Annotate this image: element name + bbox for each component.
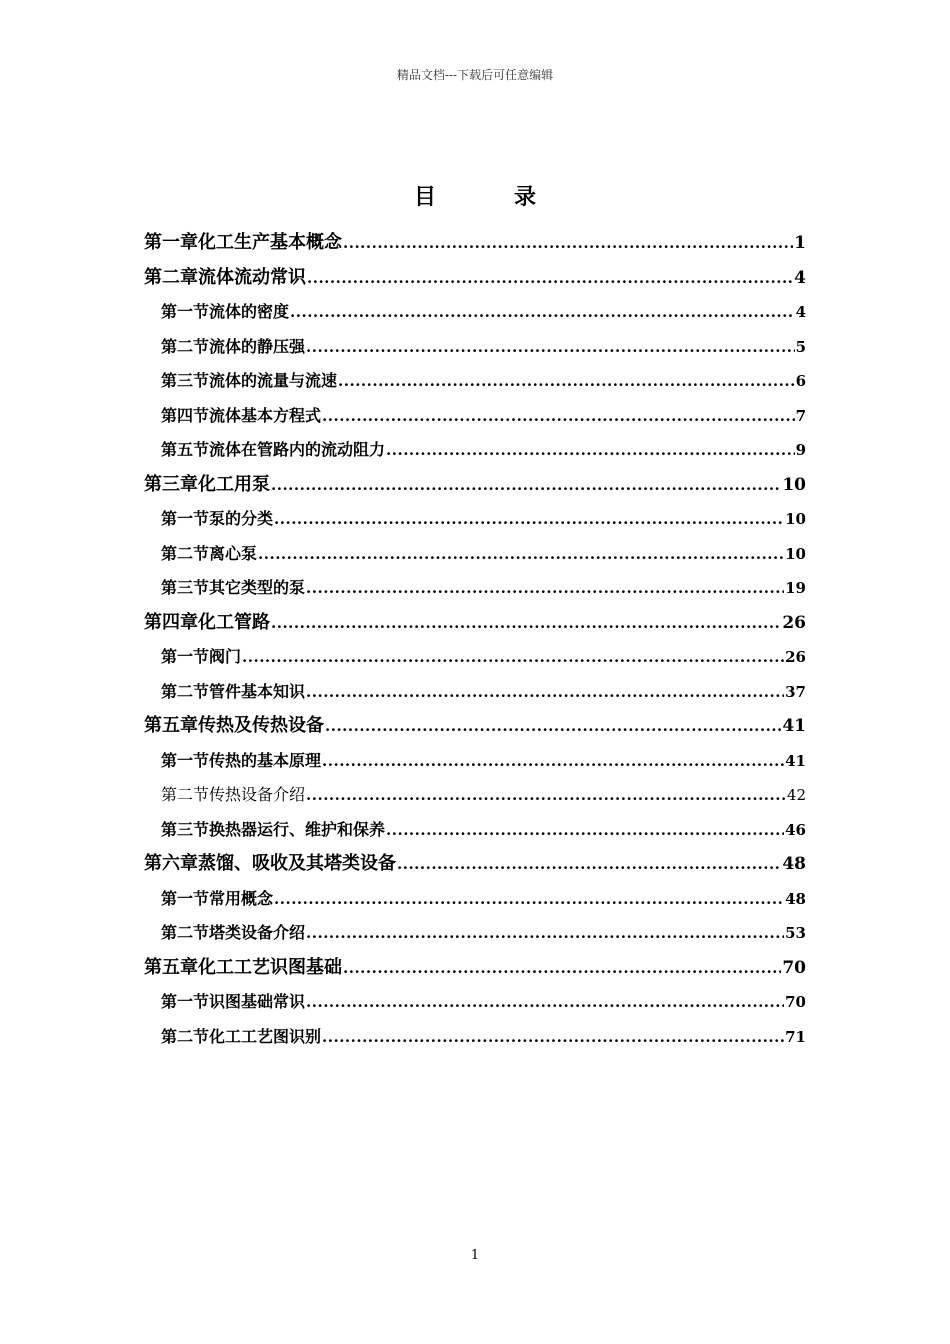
entry-page: 10 (782, 474, 806, 495)
entry-number: 第二节 (161, 923, 210, 942)
entry-label: 流体的流量与流速 (209, 371, 338, 390)
dot-leader (271, 606, 781, 641)
toc-entry-section[interactable] (144, 399, 806, 434)
entry-label: 识图基础常识 (209, 992, 306, 1011)
entry-label: 传热设备介绍 (209, 785, 306, 804)
entry-number: 第二节 (161, 543, 210, 563)
entry-page: 1 (794, 233, 806, 253)
toc-entry-section[interactable] (144, 744, 806, 779)
entry-number: 第二章 (144, 266, 198, 288)
entry-number: 第一节 (161, 302, 210, 321)
entry-label: 管件基本知识 (209, 681, 306, 701)
entry-page: 41 (782, 716, 806, 736)
entry-page: 19 (785, 579, 806, 597)
entry-number: 第一章 (144, 232, 198, 253)
entry-label: 传热的基本原理 (209, 750, 322, 770)
entry-number: 第一节 (161, 888, 210, 908)
dot-leader (306, 675, 784, 710)
entry-number: 第五章 (144, 715, 198, 736)
entry-label: 传热及传热设备 (198, 715, 324, 736)
toc-title-char-1: 目 (413, 185, 436, 210)
entry-page: 26 (782, 612, 806, 633)
dot-leader (322, 744, 784, 779)
page-number: 1 (470, 1248, 480, 1263)
entry-label: 流体在管路内的流动阻力 (209, 440, 386, 459)
toc-entry-chapter-7[interactable] (144, 951, 806, 986)
entry-number: 第二节 (161, 1026, 210, 1046)
entry-page: 70 (782, 957, 806, 978)
toc-entry-section[interactable] (144, 882, 806, 917)
entry-label: 泵的分类 (209, 509, 274, 528)
entry-page: 71 (785, 1027, 806, 1046)
entry-label: 化工生产基本概念 (198, 232, 342, 253)
dot-leader (274, 882, 784, 917)
toc-entry-section[interactable] (144, 813, 806, 848)
toc-title-char-2: 录 (514, 185, 537, 210)
entry-number: 第一节 (161, 992, 210, 1011)
entry-page: 46 (785, 820, 806, 839)
toc-entry-chapter-3[interactable] (144, 468, 806, 503)
toc-entry-section[interactable] (144, 778, 806, 813)
toc-entry-section[interactable] (144, 364, 806, 399)
entry-number: 第五节 (161, 440, 210, 459)
entry-page: 6 (795, 372, 806, 390)
entry-page: 48 (785, 889, 806, 908)
dot-leader (338, 364, 795, 399)
toc-entry-section[interactable] (144, 502, 806, 537)
toc-entry-section[interactable] (144, 1020, 806, 1055)
entry-page: 70 (785, 993, 806, 1011)
entry-label: 流体基本方程式 (209, 405, 322, 425)
entry-page: 10 (785, 510, 806, 528)
entry-label: 化工工艺识图基础 (198, 956, 342, 978)
dot-leader (306, 985, 784, 1020)
entry-page: 5 (795, 337, 806, 356)
dot-leader (325, 709, 781, 744)
toc-entry-chapter-6[interactable] (144, 847, 806, 882)
dot-leader (242, 640, 784, 675)
entry-page: 4 (795, 303, 806, 321)
entry-page: 10 (785, 544, 806, 563)
toc-entry-section[interactable] (144, 433, 806, 468)
entry-number: 第六章 (144, 853, 198, 874)
entry-page: 53 (785, 924, 806, 942)
dot-leader (290, 295, 795, 330)
entry-label: 塔类设备介绍 (209, 923, 306, 942)
toc-entry-chapter-4[interactable] (144, 606, 806, 641)
page-header: 精品文档---下载后可任意编辑 (396, 68, 554, 82)
dot-leader (306, 916, 784, 951)
entry-page: 26 (785, 648, 806, 666)
dot-leader (306, 571, 784, 606)
entry-label: 蒸馏、吸收及其塔类设备 (198, 853, 396, 874)
entry-label: 流体的密度 (209, 302, 290, 321)
entry-label: 其它类型的泵 (209, 578, 306, 597)
entry-number: 第二节 (161, 785, 210, 804)
entry-number: 第一节 (161, 750, 210, 770)
dot-leader (306, 778, 786, 813)
dot-leader (343, 951, 781, 986)
entry-label: 换热器运行、维护和保养 (209, 819, 386, 839)
entry-number: 第二节 (161, 681, 210, 701)
entry-page: 48 (782, 854, 806, 874)
toc-entry-section[interactable] (144, 916, 806, 951)
toc-entry-chapter-2[interactable] (144, 261, 806, 296)
toc-entry-section[interactable] (144, 985, 806, 1020)
table-of-contents (144, 226, 806, 1054)
entry-number: 第三章 (144, 473, 198, 495)
entry-number: 第三节 (161, 819, 210, 839)
entry-label: 化工用泵 (198, 473, 270, 495)
entry-page: 37 (785, 682, 806, 701)
dot-leader (322, 1020, 784, 1055)
entry-page: 42 (786, 786, 806, 804)
dot-leader (306, 330, 795, 365)
entry-label: 化工管路 (198, 611, 270, 633)
dot-leader (386, 813, 784, 848)
toc-entry-section[interactable] (144, 640, 806, 675)
dot-leader (307, 261, 793, 296)
toc-title (0, 180, 950, 211)
entry-number: 第三节 (161, 371, 210, 390)
dot-leader (397, 847, 781, 882)
entry-page: 9 (795, 441, 806, 459)
toc-entry-section[interactable] (144, 675, 806, 710)
entry-page: 41 (785, 751, 806, 770)
dot-leader (271, 468, 781, 503)
entry-label: 阀门 (209, 647, 242, 666)
entry-label: 流体流动常识 (198, 266, 306, 288)
toc-entry-section[interactable] (144, 537, 806, 572)
entry-number: 第四章 (144, 611, 198, 633)
entry-number: 第五章 (144, 956, 198, 978)
toc-entry-chapter-5[interactable] (144, 709, 806, 744)
toc-entry-section[interactable] (144, 295, 806, 330)
entry-number: 第三节 (161, 578, 210, 597)
toc-entry-section[interactable] (144, 571, 806, 606)
entry-label: 常用概念 (209, 888, 274, 908)
entry-label: 流体的静压强 (209, 336, 306, 356)
dot-leader (322, 399, 795, 434)
dot-leader (343, 226, 793, 261)
entry-page: 4 (794, 267, 806, 288)
entry-number: 第一节 (161, 647, 210, 666)
entry-label: 离心泵 (209, 543, 258, 563)
entry-label: 化工工艺图识别 (209, 1026, 322, 1046)
entry-page: 7 (795, 406, 806, 425)
toc-entry-chapter-1[interactable] (144, 226, 806, 261)
dot-leader (258, 537, 784, 572)
dot-leader (386, 433, 795, 468)
entry-number: 第一节 (161, 509, 210, 528)
entry-number: 第四节 (161, 405, 210, 425)
toc-entry-section[interactable] (144, 330, 806, 365)
dot-leader (274, 502, 784, 537)
entry-number: 第二节 (161, 336, 210, 356)
